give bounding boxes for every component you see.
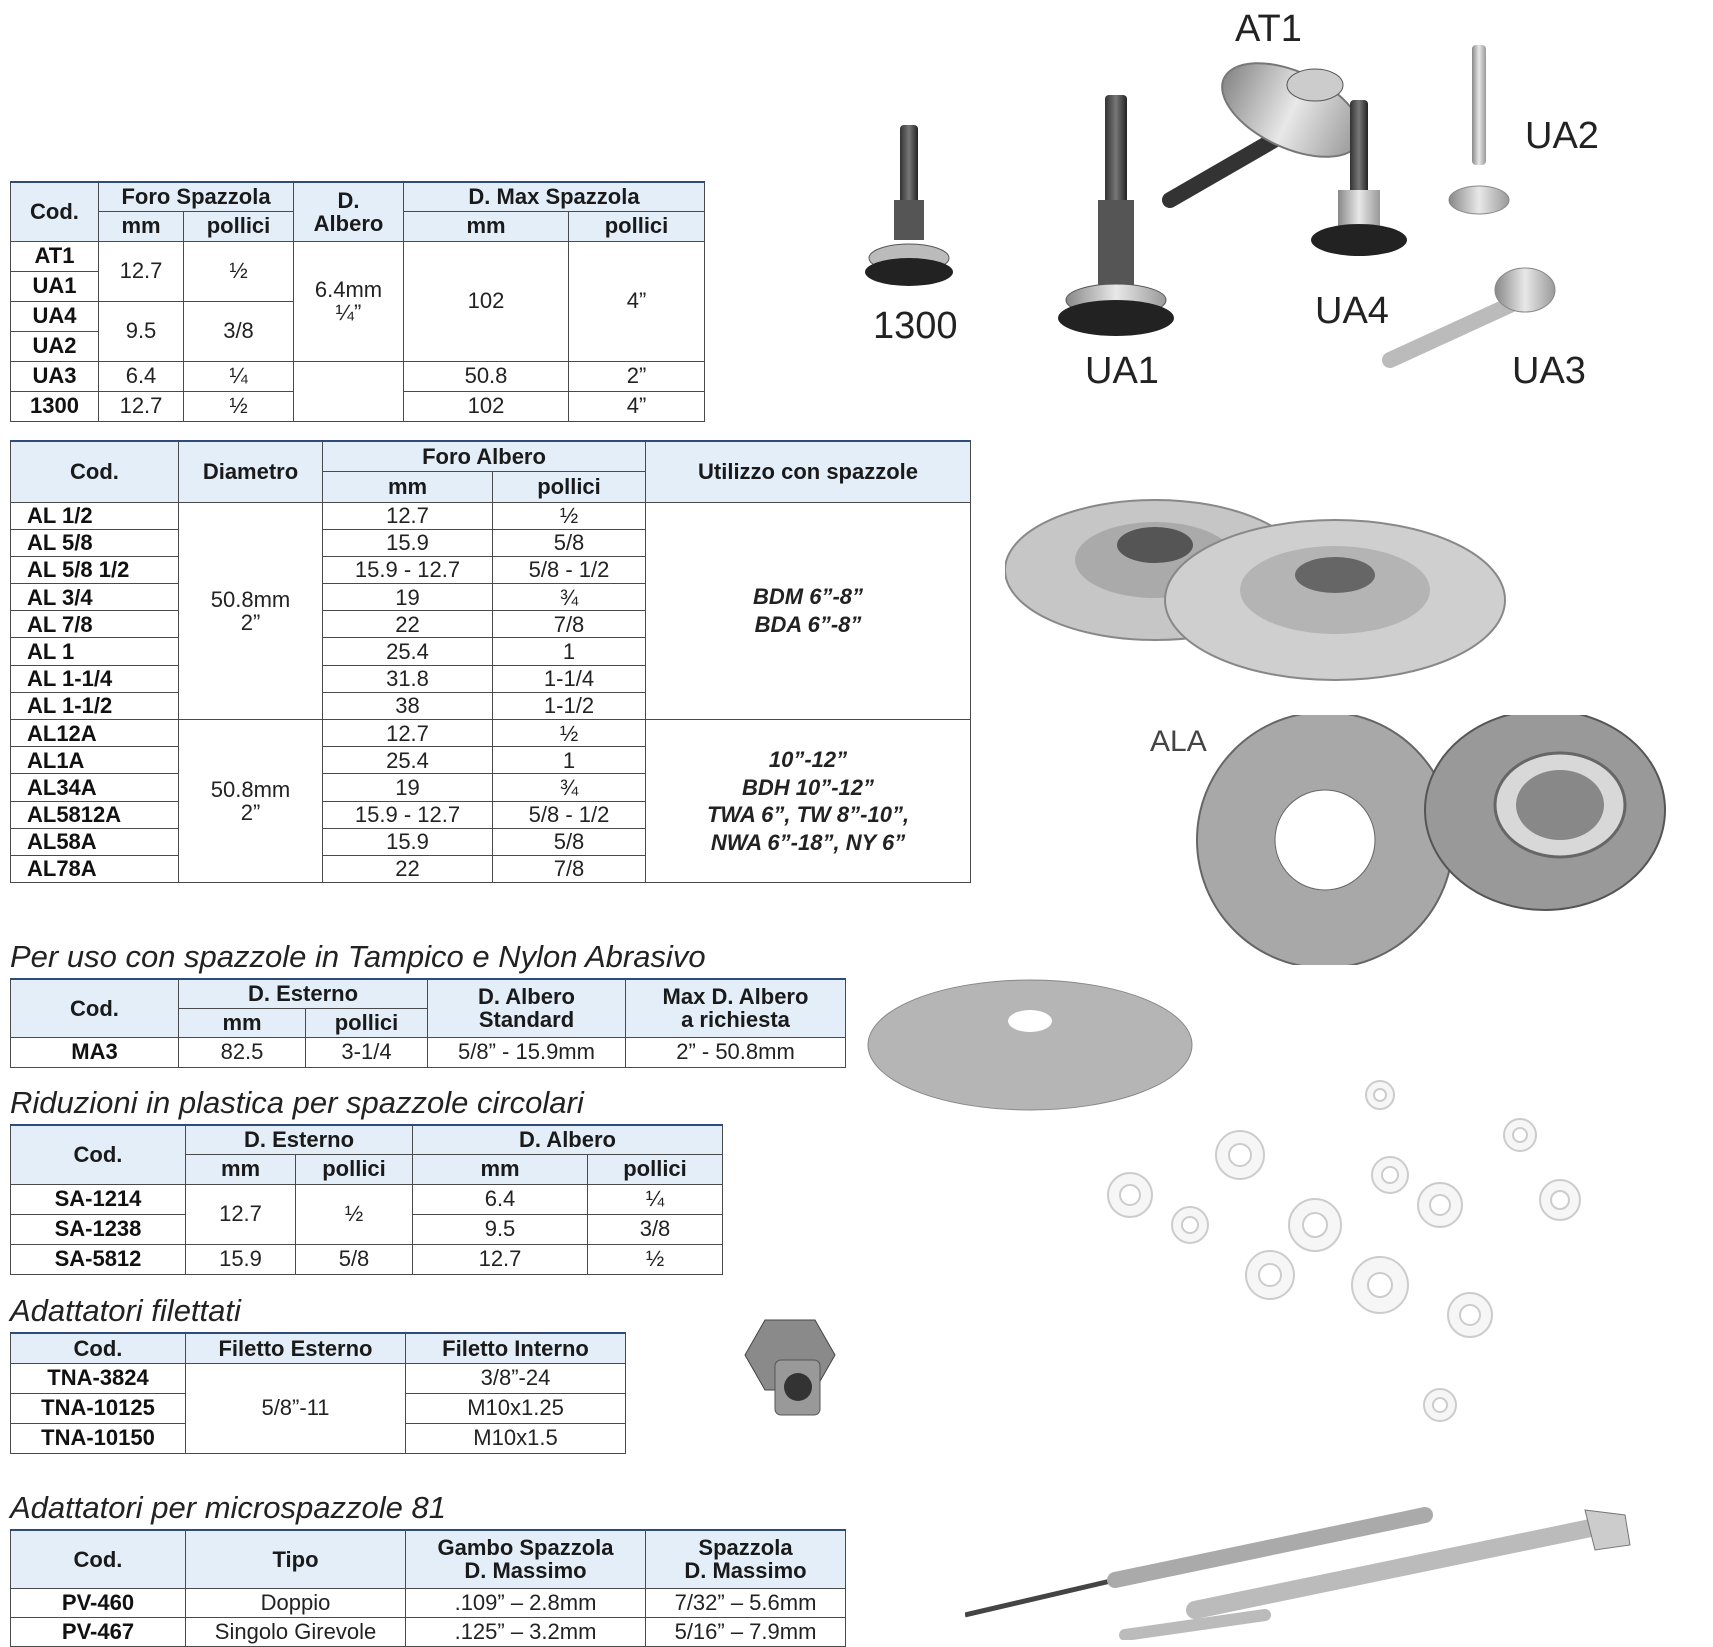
col-header-mm: mm bbox=[179, 1008, 306, 1037]
table-cell-dmax-mm: 102 bbox=[404, 391, 569, 421]
table-cell-mm: 38 bbox=[323, 692, 493, 719]
table-cell-pollici: 5/8 - 1/2 bbox=[493, 556, 646, 583]
table-cell-cod: AL12A bbox=[11, 720, 179, 747]
col-header-mm: mm bbox=[186, 1154, 296, 1184]
table-cell-mm: 15.9 bbox=[323, 828, 493, 855]
table-cell-foro-pollici: ½ bbox=[184, 241, 294, 301]
col-header-cod: Cod. bbox=[11, 1333, 186, 1363]
col-header-d-albero: D. Albero bbox=[413, 1125, 723, 1154]
table-cell-est-mm: 15.9 bbox=[186, 1244, 296, 1274]
table-cell-alb-pollici: ¼ bbox=[588, 1184, 723, 1214]
table-cell-est-pollici: ½ bbox=[296, 1184, 413, 1244]
col-header-gambo: Gambo Spazzola D. Massimo bbox=[406, 1530, 646, 1588]
plastic-bushings-photo bbox=[1090, 1075, 1610, 1435]
photo-label-1300: 1300 bbox=[873, 305, 958, 347]
table-row bbox=[11, 502, 971, 529]
photo-label-at1: AT1 bbox=[1235, 8, 1302, 50]
col-header-diametro: Diametro bbox=[179, 441, 323, 502]
table-cell-mm: 82.5 bbox=[179, 1037, 306, 1067]
col-header-pollici: pollici bbox=[588, 1154, 723, 1184]
table-cell-pollici: 1-1/2 bbox=[493, 692, 646, 719]
table-cell-cod: UA3 bbox=[11, 361, 99, 391]
table-cell-pollici: 1-1/4 bbox=[493, 665, 646, 692]
col-header-utilizzo: Utilizzo con spazzole bbox=[646, 441, 971, 502]
table-cell-cod: UA1 bbox=[11, 271, 99, 301]
table-cell-cod: SA-1214 bbox=[11, 1184, 186, 1214]
col-header-mm: mm bbox=[99, 211, 184, 241]
section-title-riduzioni: Riduzioni in plastica per spazzole circolari bbox=[10, 1085, 584, 1120]
table-flanges bbox=[10, 440, 971, 883]
col-header-cod: Cod. bbox=[11, 1125, 186, 1184]
table-cell-foro-pollici: ½ bbox=[184, 391, 294, 421]
threaded-adapter-photo bbox=[740, 1315, 840, 1425]
table-cell-pollici: 5/8 bbox=[493, 529, 646, 556]
table-cell-cod: AL 1 bbox=[11, 638, 179, 665]
col-header-pollici: pollici bbox=[296, 1154, 413, 1184]
table-cell-mm: 25.4 bbox=[323, 638, 493, 665]
photo-label-ua2: UA2 bbox=[1525, 115, 1599, 157]
section-title-microspazzole: Adattatori per microspazzole 81 bbox=[10, 1490, 446, 1525]
table-cell-alb-mm: 12.7 bbox=[413, 1244, 588, 1274]
table-cell-dmax-pollici: 2” bbox=[569, 361, 705, 391]
table-cell-pollici: 5/8 - 1/2 bbox=[493, 801, 646, 828]
table-cell-utilizzo: 10”-12” BDH 10”-12” TWA 6”, TW 8”-10”, NWA 6”-18”, NY 6” bbox=[646, 720, 971, 883]
table-cell-foro-pollici: ¼ bbox=[184, 361, 294, 391]
col-header-foro-albero: Foro Albero bbox=[323, 441, 646, 471]
table-cell-pollici: 7/8 bbox=[493, 855, 646, 882]
table-cell-pollici: 1 bbox=[493, 638, 646, 665]
table-cell-mm: 12.7 bbox=[323, 502, 493, 529]
table-microspazzole bbox=[10, 1529, 846, 1647]
table-cell-alb-pollici: 3/8 bbox=[588, 1214, 723, 1244]
table-cell-filetto-interno: 3/8”-24 bbox=[406, 1363, 626, 1393]
table-cell-cod: AL 3/4 bbox=[11, 584, 179, 611]
col-header-pollici: pollici bbox=[184, 211, 294, 241]
table-cell-albero-standard: 5/8” - 15.9mm bbox=[428, 1037, 626, 1067]
table-cell-cod: AL 5/8 bbox=[11, 529, 179, 556]
table-cell-cod: AT1 bbox=[11, 241, 99, 271]
photo-label-ua4: UA4 bbox=[1315, 290, 1389, 332]
table-cell-filetto-interno: M10x1.5 bbox=[406, 1423, 626, 1453]
table-cell-pollici: ½ bbox=[493, 502, 646, 529]
table-cell-pollici: 5/8 bbox=[493, 828, 646, 855]
table-cell-est-pollici: 5/8 bbox=[296, 1244, 413, 1274]
table-cell-diametro: 50.8mm 2” bbox=[179, 502, 323, 720]
table-cell-mm: 19 bbox=[323, 584, 493, 611]
table-cell-d-albero-empty bbox=[294, 361, 404, 421]
table-cell-cod: AL1A bbox=[11, 747, 179, 774]
table-cell-spazzola: 5/16” – 7.9mm bbox=[646, 1617, 846, 1646]
table-cell-pollici: ¾ bbox=[493, 774, 646, 801]
col-header-pollici: pollici bbox=[306, 1008, 428, 1037]
table-cell-cod: UA4 bbox=[11, 301, 99, 331]
table-cell-cod: MA3 bbox=[11, 1037, 179, 1067]
table-cell-foro-mm: 6.4 bbox=[99, 361, 184, 391]
col-header-d-max-spazzola: D. Max Spazzola bbox=[404, 182, 705, 211]
table-cell-cod: AL 7/8 bbox=[11, 611, 179, 638]
table-cell-cod: AL 1-1/4 bbox=[11, 665, 179, 692]
table-cell-cod: AL 1-1/2 bbox=[11, 692, 179, 719]
table-cell-filetto-interno: M10x1.25 bbox=[406, 1393, 626, 1423]
section-title-tampico: Per uso con spazzole in Tampico e Nylon Abrasivo bbox=[10, 939, 706, 974]
table-row bbox=[11, 720, 971, 747]
table-cell-foro-mm: 9.5 bbox=[99, 301, 184, 361]
section-title-adattatori-filettati: Adattatori filettati bbox=[10, 1293, 241, 1328]
table-cell-cod: SA-5812 bbox=[11, 1244, 186, 1274]
table-cell-cod: PV-460 bbox=[11, 1588, 186, 1617]
table-cell-est-mm: 12.7 bbox=[186, 1184, 296, 1244]
table-cell-foro-pollici: 3/8 bbox=[184, 301, 294, 361]
table-cell-pollici: ½ bbox=[493, 720, 646, 747]
table-cell-cod: 1300 bbox=[11, 391, 99, 421]
table-cell-cod: TNA-3824 bbox=[11, 1363, 186, 1393]
table-cell-cod: TNA-10150 bbox=[11, 1423, 186, 1453]
photo-label-ala: ALA bbox=[1150, 725, 1207, 758]
table-adattatori-filettati bbox=[10, 1332, 626, 1454]
table-cell-dmax-mm: 50.8 bbox=[404, 361, 569, 391]
table-cell-cod: AL 5/8 1/2 bbox=[11, 556, 179, 583]
table-cell-tipo: Singolo Girevole bbox=[186, 1617, 406, 1646]
table-cell-mm: 19 bbox=[323, 774, 493, 801]
col-header-cod: Cod. bbox=[11, 441, 179, 502]
table-cell-spazzola: 7/32” – 5.6mm bbox=[646, 1588, 846, 1617]
table-cell-cod: AL34A bbox=[11, 774, 179, 801]
col-header-d-esterno: D. Esterno bbox=[179, 979, 428, 1008]
table-cell-filetto-esterno: 5/8”-11 bbox=[186, 1363, 406, 1453]
col-header-cod: Cod. bbox=[11, 1530, 186, 1588]
col-header-spazzola: Spazzola D. Massimo bbox=[646, 1530, 846, 1588]
table-cell-cod: AL 1/2 bbox=[11, 502, 179, 529]
photo-label-ua1: UA1 bbox=[1085, 350, 1159, 392]
table-riduzioni bbox=[10, 1124, 723, 1275]
col-header-foro-spazzola: Foro Spazzola bbox=[99, 182, 294, 211]
table-cell-mm: 31.8 bbox=[323, 665, 493, 692]
table-cell-mm: 25.4 bbox=[323, 747, 493, 774]
table-cell-cod: AL5812A bbox=[11, 801, 179, 828]
col-header-pollici: pollici bbox=[493, 471, 646, 502]
table-cell-foro-mm: 12.7 bbox=[99, 391, 184, 421]
table-cell-mm: 15.9 - 12.7 bbox=[323, 801, 493, 828]
table-cell-diametro: 50.8mm 2” bbox=[179, 720, 323, 883]
col-header-cod: Cod. bbox=[11, 979, 179, 1037]
table-cell-cod: UA2 bbox=[11, 331, 99, 361]
table-tampico bbox=[10, 978, 846, 1068]
col-header-cod: Cod. bbox=[11, 182, 99, 241]
col-header-filetto-esterno: Filetto Esterno bbox=[186, 1333, 406, 1363]
col-header-d-esterno: D. Esterno bbox=[186, 1125, 413, 1154]
table-cell-cod: AL78A bbox=[11, 855, 179, 882]
table-cell-pollici: 3-1/4 bbox=[306, 1037, 428, 1067]
table-cell-cod: TNA-10125 bbox=[11, 1393, 186, 1423]
pin-vise-photo bbox=[965, 1505, 1645, 1640]
table-cell-cod: PV-467 bbox=[11, 1617, 186, 1646]
table-arbor-adapters bbox=[10, 181, 705, 422]
ala-flanges-photo bbox=[1175, 715, 1695, 965]
flanges-photo bbox=[1005, 490, 1525, 690]
table-cell-dmax-mm: 102 bbox=[404, 241, 569, 361]
table-cell-pollici: ¾ bbox=[493, 584, 646, 611]
table-cell-mm: 15.9 bbox=[323, 529, 493, 556]
table-cell-mm: 15.9 - 12.7 bbox=[323, 556, 493, 583]
table-cell-alb-pollici: ½ bbox=[588, 1244, 723, 1274]
table-cell-pollici: 1 bbox=[493, 747, 646, 774]
table-cell-alb-mm: 9.5 bbox=[413, 1214, 588, 1244]
col-header-mm: mm bbox=[413, 1154, 588, 1184]
photo-label-ua3: UA3 bbox=[1512, 350, 1586, 392]
col-header-max-d-albero: Max D. Albero a richiesta bbox=[626, 979, 846, 1037]
table-cell-gambo: .125” – 3.2mm bbox=[406, 1617, 646, 1646]
table-cell-mm: 12.7 bbox=[323, 720, 493, 747]
table-cell-dmax-pollici: 4” bbox=[569, 241, 705, 361]
table-cell-pollici: 7/8 bbox=[493, 611, 646, 638]
table-cell-max-albero: 2” - 50.8mm bbox=[626, 1037, 846, 1067]
table-cell-utilizzo: BDM 6”-8” BDA 6”-8” bbox=[646, 502, 971, 720]
table-cell-d-albero: 6.4mm ¼” bbox=[294, 241, 404, 361]
col-header-d-albero-standard: D. Albero Standard bbox=[428, 979, 626, 1037]
table-cell-mm: 22 bbox=[323, 611, 493, 638]
table-cell-tipo: Doppio bbox=[186, 1588, 406, 1617]
table-cell-foro-mm: 12.7 bbox=[99, 241, 184, 301]
arbor-adapters-photo bbox=[860, 0, 1710, 400]
col-header-tipo: Tipo bbox=[186, 1530, 406, 1588]
col-header-pollici: pollici bbox=[569, 211, 705, 241]
col-header-mm: mm bbox=[404, 211, 569, 241]
table-cell-gambo: .109” – 2.8mm bbox=[406, 1588, 646, 1617]
table-cell-alb-mm: 6.4 bbox=[413, 1184, 588, 1214]
table-cell-cod: SA-1238 bbox=[11, 1214, 186, 1244]
table-cell-mm: 22 bbox=[323, 855, 493, 882]
table-cell-dmax-pollici: 4” bbox=[569, 391, 705, 421]
col-header-d-albero: D. Albero bbox=[294, 182, 404, 241]
col-header-filetto-interno: Filetto Interno bbox=[406, 1333, 626, 1363]
col-header-mm: mm bbox=[323, 471, 493, 502]
table-cell-cod: AL58A bbox=[11, 828, 179, 855]
